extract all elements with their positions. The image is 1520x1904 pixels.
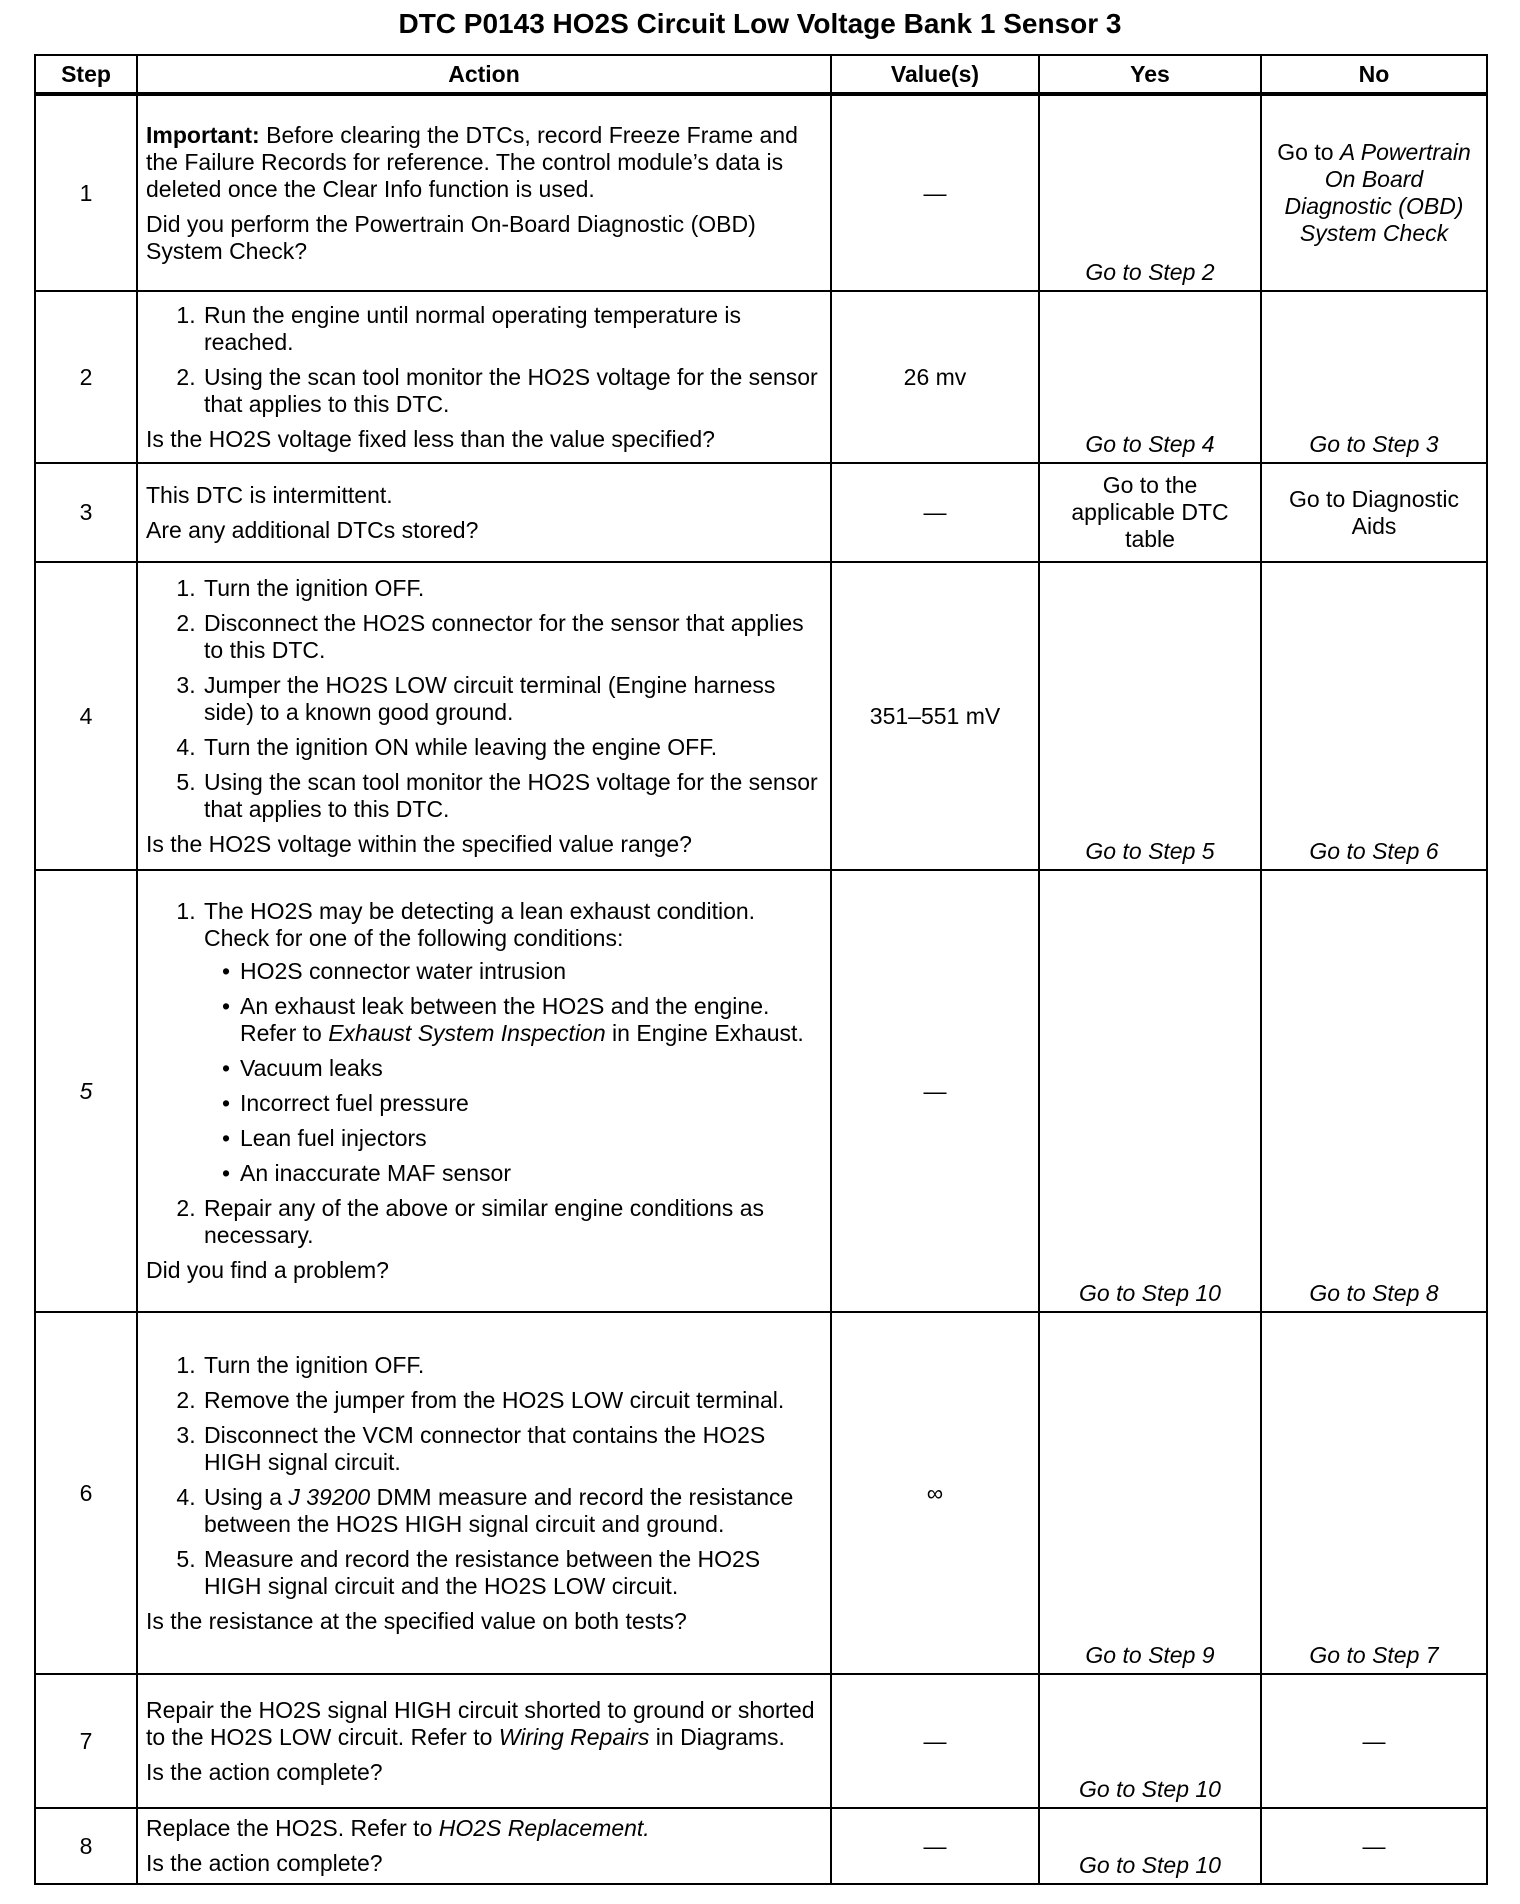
action-cell — [137, 94, 831, 291]
action-item: 1. Run the engine until normal operating temperature is reached. — [202, 302, 822, 356]
step-number: 6 — [35, 1312, 137, 1674]
condition-bullet: • HO2S connector water intrusion — [238, 958, 822, 985]
action-item: 5. Measure and record the resistance between the HO2S HIGH signal circuit and the HO2S LOW circuit. — [202, 1546, 822, 1600]
step-question: Is the HO2S voltage fixed less than the value specified? — [146, 425, 715, 452]
step-question: Did you find a problem? — [146, 1257, 389, 1283]
action-text: Replace the HO2S. Refer to — [146, 1815, 439, 1841]
action-cell — [137, 291, 831, 463]
condition-bullet: • An inaccurate MAF sensor — [238, 1160, 822, 1187]
table-row — [35, 94, 1487, 291]
table-row — [35, 1674, 1487, 1808]
bullet-text: in Engine Exhaust. — [605, 1020, 804, 1046]
bullet-text: An exhaust leak between the HO2S and the engine. Refer to — [240, 993, 770, 1046]
no-cell: Go to Step 6 — [1261, 562, 1487, 870]
yes-cell: Go to Step 4 — [1039, 291, 1261, 463]
table-row — [35, 463, 1487, 562]
condition-bullet: • Incorrect fuel pressure — [238, 1090, 822, 1117]
ho2s-replacement-link: HO2S Replacement. — [438, 1815, 650, 1841]
step-number: 8 — [35, 1808, 137, 1884]
step-question: Did you perform the Powertrain On-Board Diagnostic (OBD) System Check? — [146, 210, 756, 264]
value-cell: — — [831, 463, 1039, 562]
exhaust-inspection-link: Exhaust System Inspection — [328, 1020, 606, 1046]
step-number: 5 — [35, 870, 137, 1312]
value-cell: — — [831, 94, 1039, 291]
step-number: 2 — [35, 291, 137, 463]
action-cell — [137, 463, 831, 562]
step-number: 3 — [35, 463, 137, 562]
action-item: 1. Turn the ignition OFF. — [202, 1352, 822, 1379]
step-number: 7 — [35, 1674, 137, 1808]
header-values: Value(s) — [831, 55, 1039, 94]
action-text: in Diagrams. — [649, 1723, 785, 1750]
important-text: Before clearing the DTCs, record Freeze Frame and the Failure Records for reference. The control module’s data is deleted once the Clear Info function is used. — [146, 121, 798, 202]
step-number: 1 — [35, 94, 137, 291]
no-cell: Go to Diagnostic Aids — [1261, 463, 1487, 562]
value-cell: 351–551 mV — [831, 562, 1039, 870]
condition-bullet: • Lean fuel injectors — [238, 1125, 822, 1152]
important-label: Important: — [146, 121, 260, 148]
yes-cell: Go to Step 10 — [1039, 1808, 1261, 1884]
yes-cell: Go to Step 10 — [1039, 870, 1261, 1312]
value-cell: — — [831, 1674, 1039, 1808]
table-row — [35, 562, 1487, 870]
table-row — [35, 291, 1487, 463]
header-row — [35, 55, 1487, 94]
no-prefix: Go to — [1277, 139, 1340, 165]
table-row — [35, 870, 1487, 1312]
header-action: Action — [137, 55, 831, 94]
action-item: 2. Using the scan tool monitor the HO2S voltage for the sensor that applies to this DTC. — [202, 364, 822, 418]
action-item: 3. Jumper the HO2S LOW circuit terminal (Engine harness side) to a known good ground. — [202, 672, 822, 726]
action-cell — [137, 1674, 831, 1808]
table-row — [35, 1808, 1487, 1884]
action-item-text: DMM measure and record the resistance between the HO2S HIGH signal circuit and ground. — [204, 1483, 794, 1537]
action-item: 4. Turn the ignition ON while leaving the engine OFF. — [202, 734, 822, 761]
step-question: Is the action complete? — [146, 1758, 383, 1785]
header-yes: Yes — [1039, 55, 1261, 94]
step-question: Is the HO2S voltage within the specified value range? — [146, 830, 692, 857]
no-cell: Go to Step 3 — [1261, 291, 1487, 463]
action-text: This DTC is intermittent. — [146, 481, 393, 508]
condition-bullet — [238, 993, 822, 1047]
yes-cell: Go to Step 9 — [1039, 1312, 1261, 1674]
action-item — [202, 1484, 822, 1538]
page-title: DTC P0143 HO2S Circuit Low Voltage Bank 1 Sensor 3 — [398, 8, 1122, 39]
action-cell — [137, 1312, 831, 1674]
value-cell: — — [831, 870, 1039, 1312]
obd-check-link: A Powertrain On Board Diagnostic (OBD) System Check — [1284, 139, 1471, 246]
value-cell: 26 mv — [831, 291, 1039, 463]
step-question: Are any additional DTCs stored? — [146, 516, 479, 543]
table-row — [35, 1312, 1487, 1674]
action-item — [202, 898, 822, 1187]
action-item: 3. Disconnect the VCM connector that contains the HO2S HIGH signal circuit. — [202, 1422, 822, 1476]
action-item: 1. Turn the ignition OFF. — [202, 575, 822, 602]
action-cell — [137, 870, 831, 1312]
wiring-repairs-link: Wiring Repairs — [498, 1723, 650, 1750]
step-number: 4 — [35, 562, 137, 870]
tool-reference: J 39200 — [288, 1483, 371, 1510]
no-cell: — — [1261, 1674, 1487, 1808]
yes-cell: Go to Step 5 — [1039, 562, 1261, 870]
action-item: 5. Using the scan tool monitor the HO2S voltage for the sensor that applies to this DTC. — [202, 769, 822, 823]
no-cell: Go to Step 7 — [1261, 1312, 1487, 1674]
action-cell — [137, 562, 831, 870]
action-item-text: Using a — [204, 1483, 289, 1510]
yes-cell: Go to Step 10 — [1039, 1674, 1261, 1808]
action-text: Repair the HO2S signal HIGH circuit shorted to ground or shorted to the HO2S LOW circuit. Refer to — [146, 1696, 815, 1750]
no-cell: Go to Step 8 — [1261, 870, 1487, 1312]
yes-cell: Go to the applicable DTC table — [1039, 463, 1261, 562]
header-step: Step — [35, 55, 137, 94]
step-question: Is the action complete? — [146, 1850, 383, 1876]
action-item: 2. Repair any of the above or similar engine conditions as necessary. — [202, 1195, 822, 1249]
no-cell — [1261, 94, 1487, 291]
diagnostic-table — [34, 54, 1488, 1885]
value-cell: — — [831, 1808, 1039, 1884]
action-item: 2. Disconnect the HO2S connector for the sensor that applies to this DTC. — [202, 610, 822, 664]
header-no: No — [1261, 55, 1487, 94]
condition-bullet: • Vacuum leaks — [238, 1055, 822, 1082]
action-cell — [137, 1808, 831, 1884]
step-question: Is the resistance at the specified value on both tests? — [146, 1607, 687, 1634]
value-cell: ∞ — [831, 1312, 1039, 1674]
action-item-text: The HO2S may be detecting a lean exhaust condition. Check for one of the following conditions: — [204, 898, 756, 951]
yes-cell: Go to Step 2 — [1039, 94, 1261, 291]
no-cell: — — [1261, 1808, 1487, 1884]
action-item: 2. Remove the jumper from the HO2S LOW circuit terminal. — [202, 1387, 822, 1414]
